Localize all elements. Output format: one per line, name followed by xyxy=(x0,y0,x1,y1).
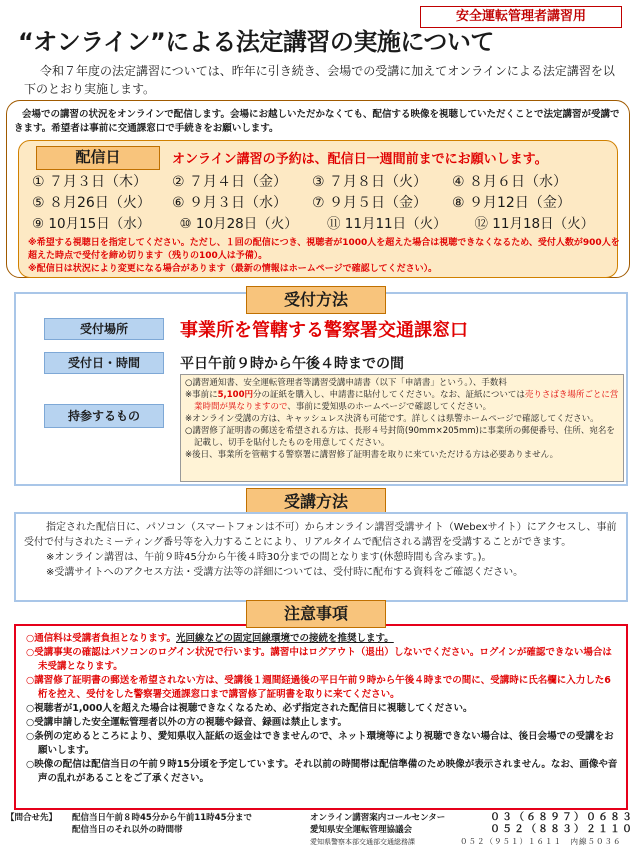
bring-text: 分の証紙を購入し、申請書に貼付してください。なお、証紙については xyxy=(253,390,525,400)
bring-item xyxy=(185,389,619,413)
attend-text: 指定された配信日に、パソコン（スマートフォンは不可）からオンライン講習受講サイト（Webexサイト）にアクセスし、事前受付で付与されたミーティング番号等を入力することにより、リアルタイムで配信される講習を受講することができます。 xyxy=(24,522,617,548)
hours-1: 配信当日午前８時45分から午前11時45分まで xyxy=(72,813,252,823)
caution-title: 注意事項 xyxy=(246,600,386,628)
org-3: 愛知県警察本部交通部交通総務課 xyxy=(310,838,415,846)
delivery-dates xyxy=(32,172,622,235)
date-item: ① ７月３日（木） xyxy=(32,174,148,190)
contact-hours xyxy=(72,812,302,836)
date-item: ⑧ ９月12日（金） xyxy=(452,195,571,211)
date-item: ③ ７月８日（火） xyxy=(312,174,428,190)
reception-title: 受付方法 xyxy=(246,286,386,314)
change-note: ※配信日は状況により変更になる場合があります（最新の情報はホームページで確認してください）。 xyxy=(28,264,438,274)
date-row xyxy=(32,172,622,193)
caution-item xyxy=(26,632,618,646)
top-notice: 会場での講習の状況をオンラインで配信します。会場にお越しいただかなくても、配信する映像を視聴していただくことで法定講習が受講できます。希望者は事前に交通課窓口で手続きをお願いします。 xyxy=(14,109,620,134)
tel-3: ０５２（９５１）１６１１ 内線５０３６ xyxy=(460,837,622,846)
bring-label: 持参するもの xyxy=(44,404,164,428)
caution-text: ○映像の配信は配信当日の午前９時15分頃を予定しています。それ以前の時間帯は配信準備のため映像が表示されません。なお、画像や音声の乱れがあることをご了承ください。 xyxy=(26,759,618,784)
intro-text: 令和７年度の法定講習については、昨年に引き続き、会場での受講に加えてオンラインによる法定講習を以下のとおり実施します。 xyxy=(24,64,615,96)
contact-orgs xyxy=(310,812,496,836)
org-2: 愛知県安全運転管理協議会 xyxy=(310,825,413,835)
date-item: ⑤ ８月26日（火） xyxy=(32,195,151,211)
date-row xyxy=(32,193,622,214)
date-item: ⑪ 11月11日（火） xyxy=(327,216,447,232)
contact-label: 【問合せ先】 xyxy=(6,813,58,823)
delivery-tag: 配信日 xyxy=(36,146,160,170)
course-badge: 安全運転管理者講習用 xyxy=(420,6,622,28)
attend-box xyxy=(14,512,628,602)
bring-item: ○講習通知書、安全運転管理者等講習受講申請書（以下「申請書」という。）、手数料 xyxy=(185,378,507,388)
tel-2: ０５２（８８３）２１１０ xyxy=(490,824,634,835)
date-item: ⑦ ９月５日（金） xyxy=(312,195,428,211)
bring-item: ※後日、事業所を管轄する警察署に講習修了証明書を取りに来ていただける方は必要ありません。 xyxy=(185,450,559,460)
org-1: オンライン講習案内コールセンター xyxy=(310,813,446,823)
time-label: 受付日・時間 xyxy=(44,352,164,374)
date-item: ② ７月４日（金） xyxy=(172,174,288,190)
hours-2: 配信当日のそれ以外の時間帯 xyxy=(72,825,183,835)
caution-item xyxy=(26,646,618,674)
caution-item xyxy=(26,674,618,702)
date-row xyxy=(32,214,622,235)
date-item: ⑫ 11月18日（火） xyxy=(474,216,595,232)
bring-items-box xyxy=(180,374,624,482)
capacity-note: ※希望する視聴日を指定してください。ただし、１回の配信につき、視聴者が1000人を超えた場合は視聴できなくなるため、受付人数が900人を超えた時点で受付を締め切ります（残りの100人は予備）。 xyxy=(28,238,620,261)
attend-title: 受講方法 xyxy=(246,488,386,516)
caution-red-text: ○講習修了証明書の郵送を希望されない方は、受講後１週間経過後の平日午前９時から午後４時までの間に、受講時に氏名欄に入力した6桁を控え、受付をした警察署交通課窓口まで講習修了証明書を取りに来てください。 xyxy=(26,675,611,700)
place-value: 事業所を管轄する警察署交通課窓口 xyxy=(180,320,468,341)
date-item: ⑩ 10月28日（火） xyxy=(179,216,298,232)
bring-item: ○講習修了証明書の郵送を希望される方は、長形４号封筒(90mm×205mm)に事業所の郵便番号、住所、宛名を記載し、切手を貼付したものを用意してください。 xyxy=(185,426,615,448)
caution-text: 光回線などの固定回線環境での接続を推奨します。 xyxy=(176,633,394,644)
fee-amount: 5,100円 xyxy=(217,390,254,400)
contact-tels xyxy=(490,812,636,836)
caution-item xyxy=(26,730,618,758)
tel-1: ０３（６８９７）０６８３ xyxy=(490,812,634,823)
caution-item xyxy=(26,716,618,730)
time-value: 平日午前９時から午後４時までの間 xyxy=(180,356,404,372)
sales-hours-note: 売りさばき場所ごとに営業時間が異なりますので xyxy=(194,390,619,412)
attend-text: ※受講サイトへのアクセス方法・受講方法等の詳細については、受付時に配布する資料をご確認ください。 xyxy=(46,567,524,578)
delivery-notes xyxy=(28,237,622,276)
place-label: 受付場所 xyxy=(44,318,164,340)
caution-item xyxy=(26,702,618,716)
reserve-note: オンライン講習の予約は、配信日一週間前までにお願いします。 xyxy=(172,152,548,167)
caution-red-text: ○受講事実の確認はパソコンのログイン状況で行います。講習中はログアウト（退出）しないでください。ログインが確認できない場合は未受講となります。 xyxy=(26,647,612,672)
attend-text: ※オンライン講習は、午前９時45分から午後４時30分までの間となります(休憩時間も含みます。)。 xyxy=(46,552,492,563)
date-item: ④ ８月６日（水） xyxy=(452,174,568,190)
date-item: ⑨ 10月15日（水） xyxy=(32,216,151,232)
bring-text: ※事前に xyxy=(185,390,218,400)
bring-text: 、事前に愛知県のホームページで確認してください。 xyxy=(287,402,492,412)
caution-text: ○条例の定めるところにより、愛知県収入証紙の返金はできませんので、ネット環境等により視聴できない場合は、後日会場での受講をお願いします。 xyxy=(26,731,614,756)
bring-item: ※オンライン受講の方は、キャッシュレス決済も可能です。詳しくは県警ホームページで確認してください。 xyxy=(185,414,599,424)
caution-text: ○視聴者が1,000人を超えた場合は視聴できなくなるため、必ず指定された配信日に視聴してください。 xyxy=(26,703,473,714)
date-item: ⑥ ９月３日（水） xyxy=(172,195,288,211)
caution-text: ○受講申請した安全運転管理者以外の方の視聴や録音、録画は禁止します。 xyxy=(26,717,348,728)
page-title: “オンライン”による法定講習の実施について xyxy=(18,28,494,56)
caution-item xyxy=(26,758,618,786)
caution-box xyxy=(14,624,628,810)
caution-red-text: ○通信料は受講者負担となります。 xyxy=(26,633,177,644)
